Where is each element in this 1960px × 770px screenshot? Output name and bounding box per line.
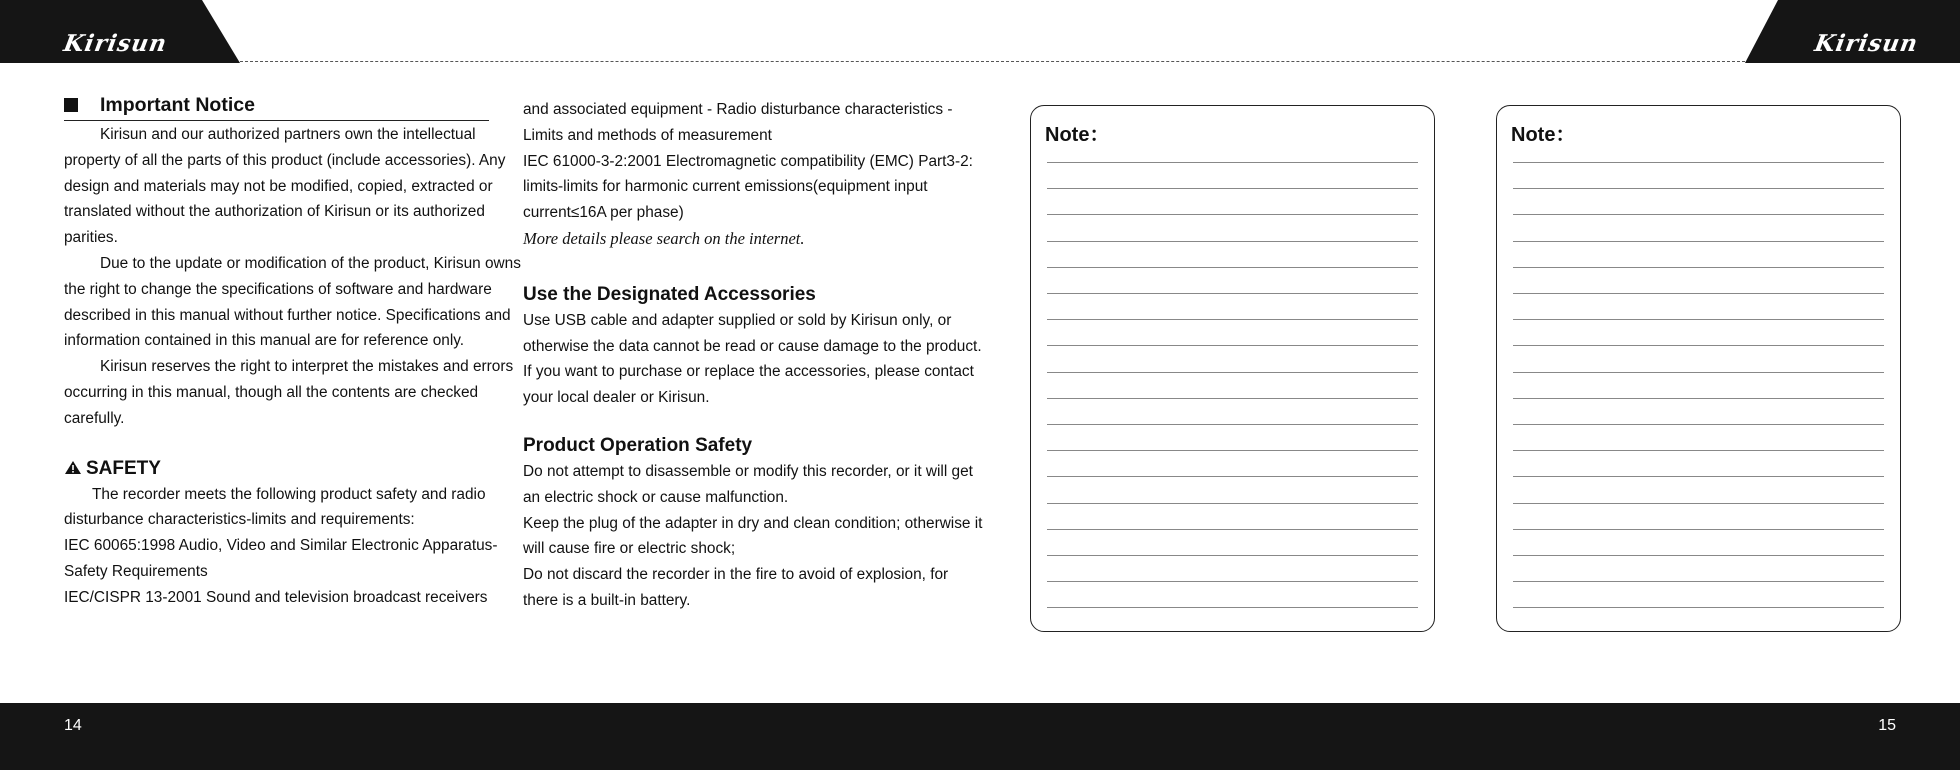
- note-writing-line: [1513, 162, 1884, 163]
- note-writing-line: [1513, 345, 1884, 346]
- note-writing-line: [1513, 241, 1884, 242]
- note-writing-line: [1513, 450, 1884, 451]
- note-writing-line: [1513, 424, 1884, 425]
- note-writing-line: [1513, 529, 1884, 530]
- note-writing-line: [1513, 607, 1884, 608]
- note-title-left: Note：: [1045, 124, 1110, 146]
- square-bullet-icon: [64, 98, 78, 112]
- note-writing-line: [1047, 476, 1418, 477]
- more-details-note: More details please search on the internet.: [523, 228, 805, 248]
- note-box-left: [1030, 105, 1435, 632]
- note-writing-line: [1047, 424, 1418, 425]
- operation-safety-paragraph-3: Do not discard the recorder in the fire to avoid of explosion, for there is a built-in battery.: [523, 566, 949, 609]
- notice-paragraph-3: Kirisun reserves the right to interpret the mistakes and errors occurring in this manual, though all the contents are checked carefully.: [64, 358, 514, 427]
- note-writing-line: [1047, 188, 1418, 189]
- note-box-right: [1496, 105, 1901, 632]
- standard-iec-60065: IEC 60065:1998 Audio, Video and Similar Electronic Apparatus-Safety Requirements: [64, 537, 498, 580]
- standard-iec-61000: IEC 61000-3-2:2001 Electromagnetic compatibility (EMC) Part3-2: limits-limits for harmonic current emissions(equipment input current≤16A per phase): [523, 152, 973, 222]
- accessories-paragraph-2: If you want to purchase or replace the accessories, please contact your local dealer or Kirisun.: [523, 363, 974, 407]
- note-writing-line: [1047, 529, 1418, 530]
- safety-heading: SAFETY: [64, 456, 524, 482]
- operation-safety-heading: Product Operation Safety: [523, 434, 753, 456]
- note-writing-line: [1513, 503, 1884, 504]
- note-writing-line: [1047, 345, 1418, 346]
- operation-safety-paragraph-1: Do not attempt to disassemble or modify this recorder, or it will get an electric shock or cause malfunction.: [523, 462, 973, 506]
- note-writing-line: [1513, 293, 1884, 294]
- note-writing-line: [1513, 214, 1884, 215]
- kirisun-logo-left: Kirisun: [61, 30, 170, 57]
- note-writing-line: [1513, 398, 1884, 399]
- page-number-right: 15: [1878, 717, 1896, 734]
- notice-paragraph-1: Kirisun and our authorized partners own the intellectual property of all the parts of this product (include accessories). Any design and materials may not be modified, copied, extracted or translated without the authorization of Kirisun or its authorized parities.: [64, 126, 506, 247]
- important-notice-heading: Important Notice: [64, 92, 524, 118]
- note-writing-line: [1513, 319, 1884, 320]
- middle-column: [523, 97, 985, 614]
- note-writing-line: [1513, 372, 1884, 373]
- page-number-left: 14: [64, 717, 82, 734]
- note-writing-line: [1047, 503, 1418, 504]
- left-column: [64, 92, 524, 611]
- note-writing-line: [1513, 555, 1884, 556]
- note-writing-line: [1047, 450, 1418, 451]
- note-writing-line: [1047, 293, 1418, 294]
- warning-icon: [64, 460, 82, 475]
- notice-paragraph-2: Due to the update or modification of the product, Kirisun owns the right to change the specifications of software and hardware described in this manual without further notice. Specifications and information contained in this manual are for reference only.: [64, 254, 521, 350]
- note-writing-line: [1047, 607, 1418, 608]
- accessories-heading: Use the Designated Accessories: [523, 283, 816, 305]
- note-writing-line: [1047, 555, 1418, 556]
- note-writing-line: [1047, 162, 1418, 163]
- note-writing-line: [1047, 319, 1418, 320]
- note-writing-line: [1513, 188, 1884, 189]
- note-writing-line: [1047, 241, 1418, 242]
- footer-band: [0, 703, 1960, 770]
- note-writing-line: [1047, 267, 1418, 268]
- accessories-paragraph-1: Use USB cable and adapter supplied or sold by Kirisun only, or otherwise the data cannot be read or cause damage to the product.: [523, 311, 982, 355]
- heading-underline: [64, 120, 489, 121]
- note-writing-line: [1513, 267, 1884, 268]
- kirisun-logo-right: Kirisun: [1812, 30, 1921, 57]
- header-dashed-divider: [240, 61, 1745, 62]
- note-writing-line: [1047, 581, 1418, 582]
- note-writing-line: [1047, 214, 1418, 215]
- note-title-right: Note：: [1511, 124, 1576, 146]
- note-writing-line: [1047, 398, 1418, 399]
- operation-safety-paragraph-2: Keep the plug of the adapter in dry and clean condition; otherwise it will cause fire or electric shock;: [523, 514, 983, 558]
- standard-iec-cispr-13: IEC/CISPR 13-2001 Sound and television broadcast receivers: [64, 588, 488, 606]
- standard-continuation: and associated equipment - Radio disturbance characteristics - Limits and methods of measurement: [523, 101, 953, 144]
- note-writing-line: [1047, 372, 1418, 373]
- safety-paragraph: The recorder meets the following product safety and radio disturbance characteristics-limits and requirements:: [64, 485, 486, 529]
- note-writing-line: [1513, 581, 1884, 582]
- note-writing-line: [1513, 476, 1884, 477]
